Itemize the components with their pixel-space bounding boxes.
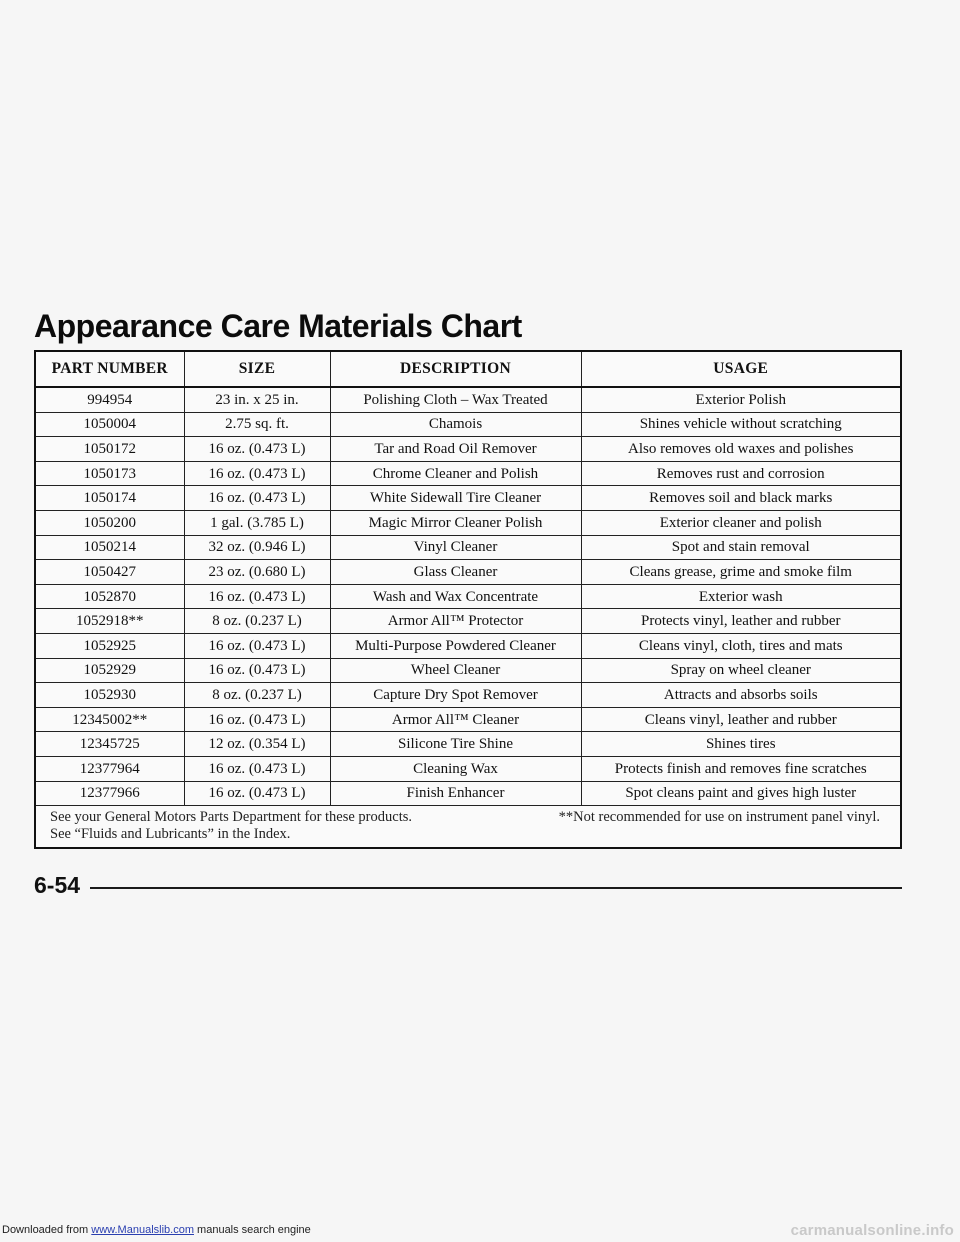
description-cell: Tar and Road Oil Remover <box>330 437 581 462</box>
size-cell: 16 oz. (0.473 L) <box>184 781 330 806</box>
size-cell: 32 oz. (0.946 L) <box>184 535 330 560</box>
table-row <box>36 437 900 462</box>
part-number-cell: 12345002** <box>36 707 184 732</box>
source-prefix: Downloaded from <box>2 1224 89 1236</box>
usage-cell: Attracts and absorbs soils <box>581 683 900 708</box>
size-cell: 16 oz. (0.473 L) <box>184 437 330 462</box>
footer-index-note: See “Fluids and Lubricants” in the Index. <box>50 826 291 843</box>
table-row <box>36 486 900 511</box>
usage-cell: Exterior Polish <box>581 387 900 412</box>
usage-cell: Cleans grease, grime and smoke film <box>581 560 900 585</box>
table-row <box>36 387 900 412</box>
table-row <box>36 412 900 437</box>
part-number-cell: 1050172 <box>36 437 184 462</box>
page-title: Appearance Care Materials Chart <box>34 308 522 344</box>
part-number-cell: 1050004 <box>36 412 184 437</box>
description-cell: Vinyl Cleaner <box>330 535 581 560</box>
description-cell: Silicone Tire Shine <box>330 732 581 757</box>
description-cell: Wheel Cleaner <box>330 658 581 683</box>
description-cell: Chrome Cleaner and Polish <box>330 461 581 486</box>
size-cell: 8 oz. (0.237 L) <box>184 683 330 708</box>
size-cell: 23 oz. (0.680 L) <box>184 560 330 585</box>
chart-footer <box>36 806 900 847</box>
usage-cell: Protects finish and removes fine scratches <box>581 756 900 781</box>
description-cell: Wash and Wax Concentrate <box>330 584 581 609</box>
materials-table <box>36 352 900 806</box>
usage-cell: Cleans vinyl, cloth, tires and mats <box>581 633 900 658</box>
description-cell: Chamois <box>330 412 581 437</box>
part-number-cell: 1052870 <box>36 584 184 609</box>
description-cell: Glass Cleaner <box>330 560 581 585</box>
part-number-cell: 1050174 <box>36 486 184 511</box>
description-cell: White Sidewall Tire Cleaner <box>330 486 581 511</box>
header-description: DESCRIPTION <box>330 352 581 387</box>
page-rule <box>90 887 902 889</box>
table-row <box>36 683 900 708</box>
size-cell: 8 oz. (0.237 L) <box>184 609 330 634</box>
description-cell: Capture Dry Spot Remover <box>330 683 581 708</box>
description-cell: Finish Enhancer <box>330 781 581 806</box>
size-cell: 2.75 sq. ft. <box>184 412 330 437</box>
usage-cell: Spray on wheel cleaner <box>581 658 900 683</box>
size-cell: 16 oz. (0.473 L) <box>184 707 330 732</box>
table-row <box>36 633 900 658</box>
table-row <box>36 535 900 560</box>
part-number-cell: 1052925 <box>36 633 184 658</box>
table-row <box>36 609 900 634</box>
table-row <box>36 461 900 486</box>
usage-cell: Shines tires <box>581 732 900 757</box>
table-row <box>36 781 900 806</box>
description-cell: Multi-Purpose Powdered Cleaner <box>330 633 581 658</box>
size-cell: 23 in. x 25 in. <box>184 387 330 412</box>
part-number-cell: 994954 <box>36 387 184 412</box>
description-cell: Polishing Cloth – Wax Treated <box>330 387 581 412</box>
table-row <box>36 510 900 535</box>
usage-cell: Protects vinyl, leather and rubber <box>581 609 900 634</box>
description-cell: Armor All™ Cleaner <box>330 707 581 732</box>
page-number: 6-54 <box>34 872 81 898</box>
usage-cell: Spot cleans paint and gives high luster <box>581 781 900 806</box>
size-cell: 16 oz. (0.473 L) <box>184 584 330 609</box>
header-part-number: PART NUMBER <box>36 352 184 387</box>
table-row <box>36 560 900 585</box>
size-cell: 16 oz. (0.473 L) <box>184 461 330 486</box>
materials-chart <box>34 350 902 849</box>
usage-cell: Spot and stain removal <box>581 535 900 560</box>
usage-cell: Removes rust and corrosion <box>581 461 900 486</box>
description-cell: Cleaning Wax <box>330 756 581 781</box>
part-number-cell: 1052929 <box>36 658 184 683</box>
part-number-cell: 1050214 <box>36 535 184 560</box>
table-row <box>36 707 900 732</box>
footer-asterisk-note: **Not recommended for use on instrument panel vinyl. <box>558 809 880 826</box>
size-cell: 16 oz. (0.473 L) <box>184 633 330 658</box>
table-header-row <box>36 352 900 387</box>
source-line <box>2 1224 311 1236</box>
table-row <box>36 658 900 683</box>
part-number-cell: 1052918** <box>36 609 184 634</box>
part-number-cell: 1050173 <box>36 461 184 486</box>
usage-cell: Removes soil and black marks <box>581 486 900 511</box>
size-cell: 16 oz. (0.473 L) <box>184 486 330 511</box>
header-usage: USAGE <box>581 352 900 387</box>
watermark: carmanualsonline.info <box>790 1222 954 1239</box>
table-row <box>36 756 900 781</box>
part-number-cell: 1052930 <box>36 683 184 708</box>
part-number-cell: 1050200 <box>36 510 184 535</box>
size-cell: 16 oz. (0.473 L) <box>184 756 330 781</box>
size-cell: 1 gal. (3.785 L) <box>184 510 330 535</box>
usage-cell: Cleans vinyl, leather and rubber <box>581 707 900 732</box>
table-body <box>36 387 900 806</box>
part-number-cell: 12377966 <box>36 781 184 806</box>
size-cell: 16 oz. (0.473 L) <box>184 658 330 683</box>
usage-cell: Shines vehicle without scratching <box>581 412 900 437</box>
manualslib-link[interactable]: www.Manualslib.com <box>91 1224 194 1236</box>
header-size: SIZE <box>184 352 330 387</box>
size-cell: 12 oz. (0.354 L) <box>184 732 330 757</box>
usage-cell: Exterior cleaner and polish <box>581 510 900 535</box>
footer-parts-note: See your General Motors Parts Department for these products. <box>50 809 412 826</box>
table-row <box>36 584 900 609</box>
usage-cell: Exterior wash <box>581 584 900 609</box>
description-cell: Magic Mirror Cleaner Polish <box>330 510 581 535</box>
part-number-cell: 12345725 <box>36 732 184 757</box>
description-cell: Armor All™ Protector <box>330 609 581 634</box>
part-number-cell: 1050427 <box>36 560 184 585</box>
usage-cell: Also removes old waxes and polishes <box>581 437 900 462</box>
part-number-cell: 12377964 <box>36 756 184 781</box>
source-suffix: manuals search engine <box>197 1224 311 1236</box>
table-row <box>36 732 900 757</box>
